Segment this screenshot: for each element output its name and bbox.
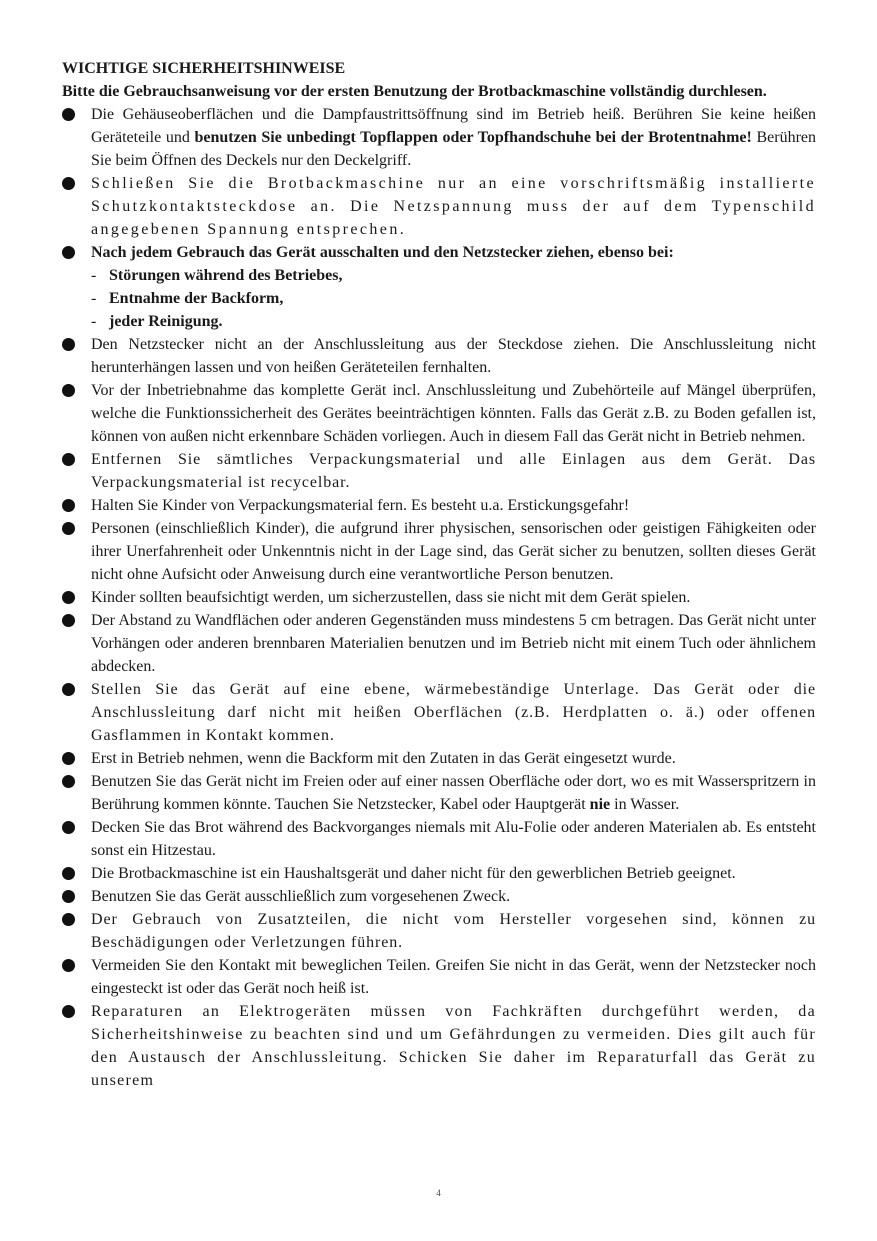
bullet-icon: [62, 1005, 75, 1018]
list-item: [62, 816, 816, 862]
document-page: [62, 57, 816, 1092]
bullet-icon: [62, 522, 75, 535]
page-number: 4: [436, 1188, 441, 1198]
list-item: [62, 862, 816, 885]
list-item: [62, 103, 816, 172]
list-item: [62, 954, 816, 1000]
bullet-icon: [62, 752, 75, 765]
bullet-icon: [62, 683, 75, 696]
bullet-icon: [62, 384, 75, 397]
list-item: [62, 908, 816, 954]
item-text: Erst in Betrieb nehmen, wenn die Backform mit den Zutaten in das Gerät eingesetzt wurde.: [91, 750, 676, 767]
item-text: Den Netzstecker nicht an der Anschlussleitung aus der Steckdose ziehen. Die Anschlussleitung nicht herunterhängen lassen und von heißen Geräteteilen fernhalten.: [91, 336, 816, 376]
sub-item-text: Störungen während des Betriebes,: [109, 267, 343, 284]
item-text: Halten Sie Kinder von Verpackungsmaterial fern. Es besteht u.a. Erstickungsgefahr!: [91, 497, 630, 514]
item-text: Stellen Sie das Gerät auf eine ebene, wärmebeständige Unterlage. Das Gerät oder die Anschlussleitung darf nicht mit heißen Oberflächen (z.B. Herdplatten o. ä.) oder offenen Gasflammen in Kontakt kommen.: [91, 681, 816, 744]
item-text: Berühren Sie beim Öffnen des Deckels nur den Deckelgriff.: [91, 129, 817, 169]
intro-text: Bitte die Gebrauchsanweisung vor der ersten Benutzung der Brotbackmaschine vollständig durchlesen.: [62, 83, 767, 100]
bullet-icon: [62, 775, 75, 788]
item-text: Der Gebrauch von Zusatzteilen, die nicht vom Hersteller vorgesehen sind, können zu Beschädigungen oder Verletzungen führen.: [91, 911, 816, 951]
item-text: in Wasser.: [610, 796, 680, 813]
item-text-bold: benutzen Sie unbedingt Topflappen oder Topfhandschuhe bei der Brotentnahme!: [194, 129, 752, 146]
list-item: [62, 586, 816, 609]
item-text: Decken Sie das Brot während des Backvorganges niemals mit Alu-Folie oder anderen Materialen ab. Es entsteht sonst ein Hitzestau.: [91, 819, 816, 859]
safety-list: [62, 103, 816, 1092]
item-text: Kinder sollten beaufsichtigt werden, um sicherzustellen, dass sie nicht mit dem Gerät spielen.: [91, 589, 691, 606]
item-text: Reparaturen an Elektrogeräten müssen von Fachkräften durchgeführt werden, da Sicherheitshinweise zu beachten sind und um Gefährdungen zu vermeiden. Dies gilt auch für den Austausch der Anschlussleitung. Schicken Sie daher im Reparaturfall das Gerät zu unserem: [91, 1003, 816, 1089]
item-text: Benutzen Sie das Gerät nicht im Freien oder auf einer nassen Oberfläche oder dort, wo es mit Wasserspritzern in Berührung kommen könnte. Tauchen Sie Netzstecker, Kabel oder Hauptgerät: [91, 773, 816, 813]
bullet-icon: [62, 499, 75, 512]
bullet-icon: [62, 453, 75, 466]
sub-list-item: [91, 310, 816, 333]
item-text: Vermeiden Sie den Kontakt mit beweglichen Teilen. Greifen Sie nicht in das Gerät, wenn der Netzstecker noch eingesteckt ist oder das Gerät noch heiß ist.: [91, 957, 816, 997]
list-item: [62, 379, 816, 448]
bullet-icon: [62, 821, 75, 834]
list-item: [62, 494, 816, 517]
list-item: [62, 333, 816, 379]
list-item: [62, 517, 816, 586]
item-text: Personen (einschließlich Kinder), die aufgrund ihrer physischen, sensorischen oder geistigen Fähigkeiten oder ihrer Unerfahrenheit oder Unkenntnis nicht in der Lage sind, das Gerät sicher zu benutzen, sollten dieses Gerät nicht ohne Aufsicht oder Anweisung durch eine verantwortliche Person benutzen.: [91, 520, 816, 583]
bullet-icon: [62, 177, 75, 190]
bullet-icon: [62, 591, 75, 604]
dash-marker: -: [91, 290, 97, 307]
item-text: Die Gehäuseoberflächen und die Dampfaustrittsöffnung sind im Betrieb heiß. Berühren Sie keine heißen Geräteteile und: [91, 106, 816, 146]
list-item: [62, 770, 816, 816]
bullet-icon: [62, 867, 75, 880]
item-text-bold: nie: [589, 796, 611, 813]
list-item: [62, 678, 816, 747]
item-text: Vor der Inbetriebnahme das komplette Gerät incl. Anschlussleitung und Zubehörteile auf Mängel überprüfen, welche die Funktionssicherheit des Gerätes beeinträchtigen könnten. Falls das Gerät z.B. zu Boden gefallen ist, können von außen nicht erkennbare Schäden vorliegen. Auch in diesem Fall das Gerät nicht in Betrieb nehmen.: [91, 382, 816, 445]
item-text: Schließen Sie die Brotbackmaschine nur an eine vorschriftsmäßig installierte Schutzkontaktsteckdose an. Die Netzspannung muss der auf dem Typenschild angegebenen Spannung entsprechen.: [91, 175, 816, 238]
list-item: [62, 241, 816, 333]
item-text: Entfernen Sie sämtliches Verpackungsmaterial und alle Einlagen aus dem Gerät. Das Verpackungsmaterial ist recycelbar.: [91, 451, 816, 491]
bullet-icon: [62, 246, 75, 259]
item-text: Die Brotbackmaschine ist ein Haushaltsgerät und daher nicht für den gewerblichen Betrieb geeignet.: [91, 865, 736, 882]
bullet-icon: [62, 108, 75, 121]
sub-item-text: jeder Reinigung.: [109, 313, 223, 330]
bullet-icon: [62, 338, 75, 351]
list-item: [62, 885, 816, 908]
sub-list-item: [91, 264, 816, 287]
bullet-icon: [62, 913, 75, 926]
item-text: Der Abstand zu Wandflächen oder anderen Gegenständen muss mindestens 5 cm betragen. Das Gerät nicht unter Vorhängen oder anderen brennbaren Materialien benutzen und im Betrieb nicht mit einem Tuch oder ähnlichem abdecken.: [91, 612, 816, 675]
sub-list-item: [91, 287, 816, 310]
sub-item-text: Entnahme der Backform,: [109, 290, 284, 307]
list-item: [62, 1000, 816, 1092]
dash-marker: -: [91, 313, 97, 330]
dash-marker: -: [91, 267, 97, 284]
item-text: Benutzen Sie das Gerät ausschließlich zum vorgesehenen Zweck.: [91, 888, 511, 905]
bullet-icon: [62, 959, 75, 972]
list-item: [62, 172, 816, 241]
item-text-bold: Nach jedem Gebrauch das Gerät ausschalten und den Netzstecker ziehen, ebenso bei:: [91, 244, 674, 261]
section-heading: WICHTIGE SICHERHEITSHINWEISE: [62, 60, 346, 77]
list-item: [62, 609, 816, 678]
bullet-icon: [62, 890, 75, 903]
bullet-icon: [62, 614, 75, 627]
list-item: [62, 448, 816, 494]
list-item: [62, 747, 816, 770]
sub-list: [91, 264, 816, 333]
